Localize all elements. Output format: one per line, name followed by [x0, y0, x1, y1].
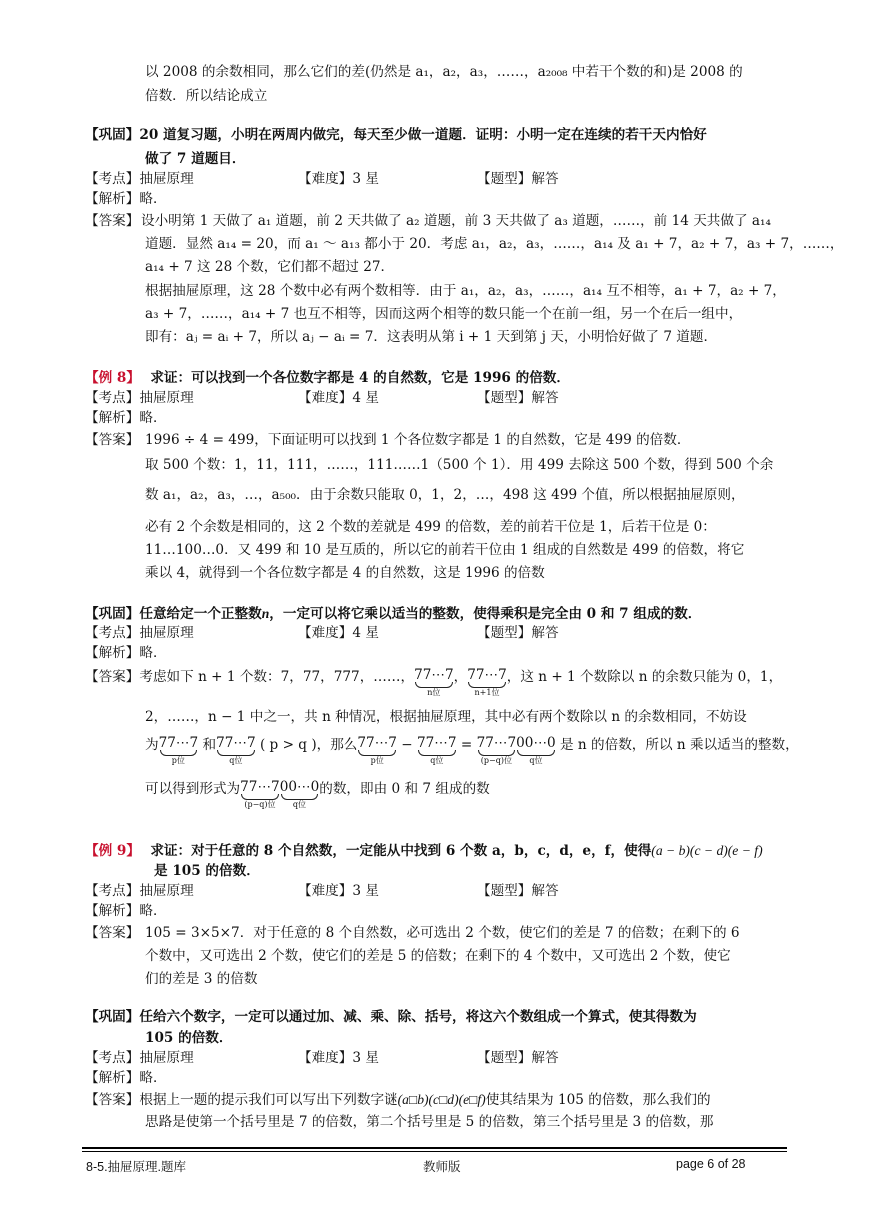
underbrace-n-plus-1: 77⋯7 n+1位	[467, 667, 507, 697]
example-8-answer-2: 取 500 个数：1，11，111，……，111……1（500 个 1）．用 499 去除这 500 个数，得到 500 个余	[145, 457, 774, 473]
underbrace-n: 77⋯7 n位	[414, 667, 454, 697]
example-9-answer-label: 【答案】	[85, 925, 140, 941]
example-8-jiexi: 【解析】略．	[85, 410, 167, 426]
gonggu-3-tixing: 【题型】解答	[477, 1050, 559, 1066]
gonggu-1-answer-3: a₁₄ + 7 这 28 个数，它们都不超过 27．	[145, 259, 395, 275]
example-8-kaodian: 【考点】抽屉原理	[85, 390, 194, 406]
example-8-question	[85, 369, 570, 388]
example-9-answer-1: 105 = 3×5×7．对于任意的 8 个自然数，必可选出 2 个数，使它们的差是 7 的倍数；在剩下的 6	[145, 925, 740, 941]
gonggu-1-answer-label: 【答案】	[85, 213, 140, 229]
example-9-answer-3: 们的差是 3 的倍数	[145, 971, 258, 987]
gonggu-1-answer-2: 道题．显然 a₁₄ = 20，而 a₁ ～ a₁₃ 都小于 20．考虑 a₁，a₂，a₃，……，a₁₄ 及 a₁ + 7，a₂ + 7，a₃ + 7，……，	[145, 236, 844, 252]
example-8-tixing: 【题型】解答	[477, 390, 559, 406]
example-8-answer-3: 数 a₁，a₂，a₃，…，a₅₀₀．由于余数只能取 0，1，2，…，498 这 499 个值，所以根据抽屉原则，	[145, 487, 745, 503]
gonggu-1-q2: 做了 7 道题目．	[145, 151, 246, 167]
gonggu-2-answer-1: 【答案】考虑如下 n + 1 个数：7，77，777，……， 77⋯7 n位 ， 77⋯7 n+1位 ，这 n + 1 个数除以 n 的余数只能为 0，1，	[85, 667, 783, 697]
footer-center: 教师版	[423, 1160, 461, 1174]
gonggu-1-jiexi: 【解析】略．	[85, 191, 167, 207]
example-8-answer-6: 乘以 4，就得到一个各位数字都是 4 的自然数，这是 1996 的倍数	[145, 565, 545, 581]
footer-left: 8-5.抽屉原理.题库	[86, 1160, 187, 1174]
gonggu-1-answer-4: 根据抽屉原理，这 28 个数中必有两个数相等．由于 a₁，a₂，a₃，……，a₁₄ 互不相等，a₁ + 7，a₂ + 7，	[145, 283, 786, 299]
gonggu-3-q2: 105 的倍数．	[145, 1030, 233, 1046]
example-8-answer-label: 【答案】	[85, 432, 140, 448]
gonggu-2-answer-3: 为 77⋯7 p位 和 77⋯7 q位 ( p > q )，那么 77⋯7 p位 − 77⋯7 q位 = 77⋯7 (p−q)位 00⋯0 q位 是 n 的倍数，所以 n 乘以适当的整数，	[145, 735, 799, 765]
footer-rule-thin	[82, 1151, 787, 1152]
example-8-answer-1: 1996 ÷ 4 = 499，下面证明可以找到 1 个各位数字都是 1 的自然数，它是 499 的倍数．	[145, 432, 691, 448]
gonggu-3-question: 【巩固】任给六个数字，一定可以通过加、减、乘、除、括号，将这六个数组成一个算式，使其得数为	[85, 1009, 697, 1025]
gonggu-2-answer-4: 可以得到形式为 77⋯7 (p−q)位 00⋯0 q位 的数，即由 0 和 7 组成的数	[145, 779, 490, 809]
gonggu-2-jiexi: 【解析】略．	[85, 645, 167, 661]
gonggu-1-answer-1: 设小明第 1 天做了 a₁ 道题，前 2 天共做了 a₂ 道题，前 3 天共做了 a₃ 道题，……，前 14 天共做了 a₁₄	[141, 213, 771, 229]
gonggu-3-answer-2: 思路是使第一个括号里是 7 的倍数，第二个括号里是 5 的倍数，第三个括号里是 3 的倍数，那	[145, 1114, 714, 1130]
example-9-kaodian: 【考点】抽屉原理	[85, 883, 194, 899]
example-9-jiexi: 【解析】略．	[85, 903, 167, 919]
example-8-answer-4: 必有 2 个余数是相同的，这 2 个数的差就是 499 的倍数，差的前若干位是 1，后若干位是 0：	[145, 519, 716, 535]
example-9-question: 【例 9】 求证：对于任意的 8 个自然数，一定能从中找到 6 个数 a，b，c，d，e，f，使得(a − b)(c − d)(e − f)	[85, 843, 763, 859]
gonggu-2-nandu: 【难度】4 星	[298, 625, 379, 641]
gonggu-2-kaodian: 【考点】抽屉原理	[85, 625, 194, 641]
gonggu-1-kaodian: 【考点】抽屉原理	[85, 171, 194, 187]
gonggu-1-answer-6: 即有：aⱼ = aᵢ + 7，所以 aⱼ − aᵢ = 7．这表明从第 i + 1 天到第 j 天，小明恰好做了 7 道题．	[145, 329, 718, 345]
continuation-line-2: 倍数．所以结论成立	[145, 88, 268, 104]
gonggu-3-jiexi: 【解析】略．	[85, 1070, 167, 1086]
gonggu-1-answer-5: a₃ + 7，……，a₁₄ + 7 也互不相等，因而这两个相等的数只能一个在前一组，另一个在后一组中，	[145, 306, 743, 322]
example-9-answer-2: 个数中，又可选出 2 个数，使它们的差是 5 的倍数；在剩下的 4 个数中，又可选出 2 个数，使它	[145, 948, 731, 964]
gonggu-1-nandu: 【难度】3 星	[298, 171, 379, 187]
gonggu-tag: 【巩固】	[85, 127, 140, 143]
example-8-nandu: 【难度】4 星	[298, 390, 379, 406]
gonggu-1-tixing: 【题型】解答	[477, 171, 559, 187]
example-8-tag: 【例 8】	[85, 370, 140, 386]
gonggu-2-answer-2: 2，……，n − 1 中之一，共 n 种情况，根据抽屉原理，其中必有两个数除以 n 的余数相同，不妨设	[145, 709, 747, 725]
gonggu-1-question	[85, 126, 707, 145]
example-8-q: 求证：可以找到一个各位数字都是 4 的自然数，它是 1996 的倍数．	[150, 370, 570, 386]
footer-page-number: page 6 of 28	[676, 1157, 746, 1171]
footer-rule-thick	[82, 1147, 787, 1149]
example-8-answer-5: 11…100…0．又 499 和 10 是互质的，所以它的前若干位由 1 组成的自然数是 499 的倍数，将它	[145, 542, 745, 558]
gonggu-3-kaodian: 【考点】抽屉原理	[85, 1050, 194, 1066]
example-9-q2: 是 105 的倍数．	[154, 863, 260, 879]
gonggu-3-nandu: 【难度】3 星	[298, 1050, 379, 1066]
gonggu-2-question: 【巩固】任意给定一个正整数n，一定可以将它乘以适当的整数，使得乘积是完全由 0 和 7 组成的数．	[85, 606, 702, 622]
gonggu-2-tixing: 【题型】解答	[477, 625, 559, 641]
example-9-nandu: 【难度】3 星	[298, 883, 379, 899]
gonggu-1-q1: 20 道复习题，小明在两周内做完，每天至少做一道题．证明：小明一定在连续的若干天内恰好	[139, 127, 707, 143]
continuation-line-1: 以 2008 的余数相同，那么它们的差(仍然是 a₁，a₂，a₃，……，a₂₀₀₈ 中若干个数的和)是 2008 的	[145, 64, 743, 80]
gonggu-3-answer-1: 【答案】根据上一题的提示我们可以写出下列数字谜(a□b)(c□d)(e□f)使其结果为 105 的倍数，那么我们的	[85, 1092, 711, 1108]
example-9-tixing: 【题型】解答	[477, 883, 559, 899]
